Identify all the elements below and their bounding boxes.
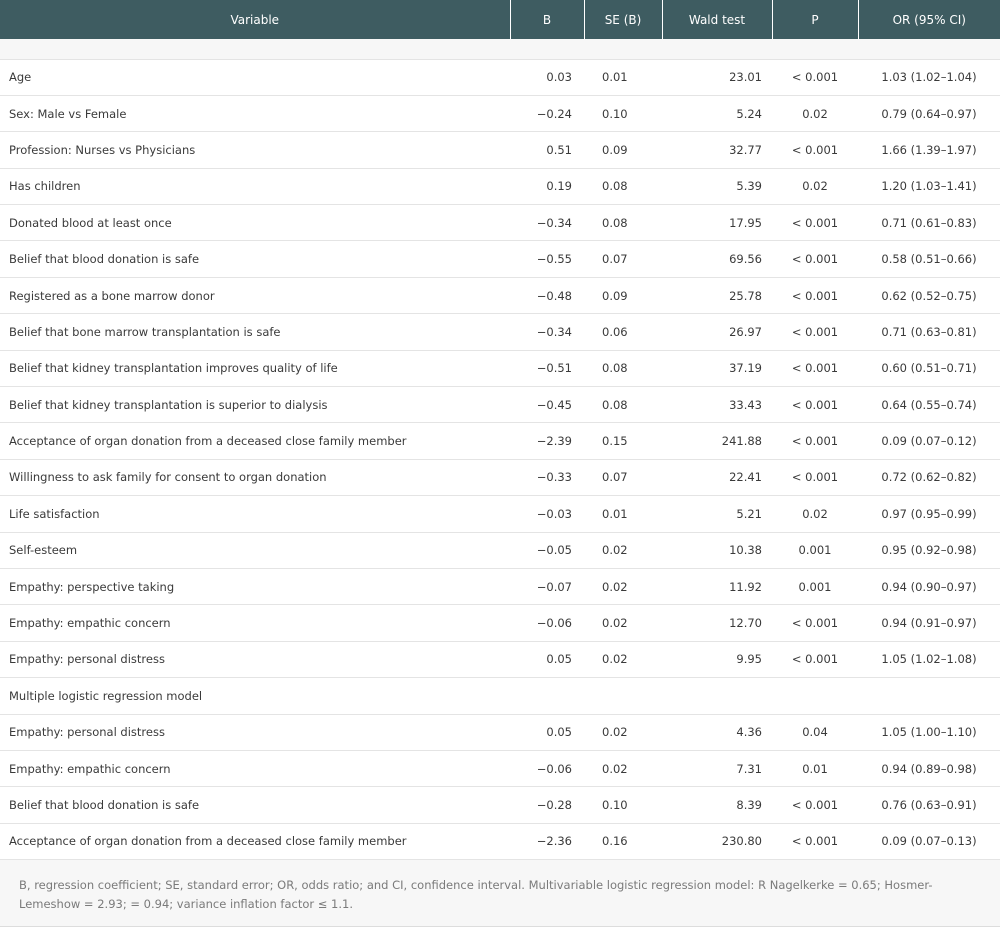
- cell-or: 0.71 (0.63–0.81): [881, 324, 977, 339]
- cell-b: −0.07: [536, 579, 572, 594]
- table-row: [0, 132, 1000, 168]
- cell-variable: Self-esteem: [9, 543, 78, 558]
- cell-variable: Has children: [9, 179, 81, 194]
- cell-variable: Belief that blood donation is safe: [9, 252, 200, 267]
- table-row: [0, 423, 1000, 459]
- cell-or: 0.97 (0.95–0.99): [881, 506, 977, 521]
- cell-or: 0.09 (0.07–0.12): [881, 434, 977, 449]
- table-row: [0, 750, 1000, 786]
- cell-variable: Empathy: personal distress: [9, 652, 165, 667]
- cell-variable: Belief that bone marrow transplantation is safe: [9, 324, 281, 339]
- cell-se: 0.08: [602, 215, 628, 230]
- cell-b: −0.51: [536, 361, 572, 376]
- table-row: [0, 641, 1000, 677]
- cell-variable: Empathy: perspective taking: [9, 579, 175, 594]
- cell-wald: 230.80: [721, 834, 762, 849]
- cell-or: 0.95 (0.92–0.98): [881, 543, 977, 558]
- cell-b: −2.39: [536, 434, 572, 449]
- cell-p: < 0.001: [791, 361, 839, 376]
- cell-p: 0.02: [802, 506, 828, 521]
- cell-p: 0.01: [802, 761, 828, 776]
- cell-b: −0.48: [536, 288, 572, 303]
- cell-or: 1.20 (1.03–1.41): [881, 179, 977, 194]
- cell-wald: 26.97: [729, 324, 762, 339]
- table-row: [0, 241, 1000, 277]
- table-row: [0, 168, 1000, 204]
- cell-wald: 33.43: [729, 397, 762, 412]
- cell-or: 1.05 (1.00–1.10): [881, 725, 977, 740]
- cell-b: −0.06: [536, 761, 572, 776]
- cell-or: 0.72 (0.62–0.82): [881, 470, 977, 485]
- cell-se: 0.08: [602, 397, 628, 412]
- cell-variable: Acceptance of organ donation from a deceased close family member: [9, 434, 407, 449]
- cell-b: 0.03: [546, 70, 572, 85]
- cell-p: < 0.001: [791, 288, 839, 303]
- cell-or: 1.03 (1.02–1.04): [881, 70, 977, 85]
- cell-wald: 69.56: [729, 252, 762, 267]
- cell-p: 0.001: [798, 579, 832, 594]
- cell-b: 0.19: [546, 179, 572, 194]
- cell-wald: 5.24: [736, 106, 762, 121]
- table-row: [0, 605, 1000, 641]
- cell-wald: 17.95: [729, 215, 762, 230]
- cell-variable: Profession: Nurses vs Physicians: [9, 142, 196, 157]
- cell-p: < 0.001: [791, 397, 839, 412]
- cell-wald: 8.39: [736, 798, 762, 812]
- cell-b: −0.24: [536, 106, 572, 121]
- cell-or: 0.64 (0.55–0.74): [881, 397, 977, 412]
- section-row: [0, 678, 1000, 714]
- cell-or: 1.05 (1.02–1.08): [881, 652, 977, 667]
- cell-variable: Life satisfaction: [9, 506, 100, 521]
- table-row: [0, 496, 1000, 532]
- cell-wald: 4.36: [736, 725, 762, 740]
- cell-variable: Registered as a bone marrow donor: [9, 288, 215, 303]
- cell-wald: 5.39: [736, 179, 762, 194]
- cell-p: < 0.001: [791, 470, 839, 485]
- table-row: [0, 787, 1000, 823]
- cell-variable: Empathy: empathic concern: [9, 616, 171, 631]
- table-row: [0, 314, 1000, 350]
- table-row: [0, 714, 1000, 750]
- cell-variable: Donated blood at least once: [9, 215, 172, 230]
- cell-p: < 0.001: [791, 215, 839, 230]
- cell-se: 0.15: [602, 434, 628, 449]
- cell-p: < 0.001: [791, 834, 839, 849]
- cell-p: < 0.001: [791, 616, 839, 631]
- cell-p: < 0.001: [791, 652, 839, 667]
- cell-se: 0.02: [602, 543, 628, 558]
- cell-or: 0.60 (0.51–0.71): [881, 361, 977, 376]
- cell-b: −0.55: [536, 252, 572, 267]
- cell-p: 0.04: [802, 725, 828, 740]
- table-body: [0, 39, 1000, 860]
- cell-or: 0.71 (0.61–0.83): [881, 215, 977, 230]
- cell-se: 0.09: [602, 288, 628, 303]
- section-label: Multiple logistic regression model: [9, 688, 203, 703]
- cell-wald: 5.21: [736, 506, 762, 521]
- cell-se: 0.09: [602, 142, 628, 157]
- table-footnote: [0, 860, 1000, 927]
- cell-variable: Belief that kidney transplantation is superior to dialysis: [9, 397, 328, 412]
- cell-b: −0.28: [536, 798, 572, 812]
- cell-variable: Empathy: personal distress: [9, 725, 165, 740]
- cell-se: 0.02: [602, 725, 628, 740]
- table-row: [0, 459, 1000, 495]
- cell-or: 0.76 (0.63–0.91): [881, 798, 977, 812]
- cell-se: 0.01: [602, 506, 628, 521]
- cell-variable: Empathy: empathic concern: [9, 761, 171, 776]
- header-se: SE (B): [584, 0, 662, 39]
- cell-se: 0.07: [602, 470, 628, 485]
- cell-or: 1.66 (1.39–1.97): [881, 142, 977, 157]
- cell-wald: 10.38: [729, 543, 762, 558]
- cell-or: 0.09 (0.07–0.13): [881, 834, 977, 849]
- cell-wald: 12.70: [729, 616, 762, 631]
- cell-or: 0.62 (0.52–0.75): [881, 288, 977, 303]
- cell-se: 0.10: [602, 798, 628, 812]
- cell-wald: 32.77: [729, 142, 762, 157]
- table-row: [0, 350, 1000, 386]
- cell-b: −0.45: [536, 397, 572, 412]
- cell-se: 0.02: [602, 761, 628, 776]
- header-b: B: [510, 0, 584, 39]
- cell-b: 0.05: [546, 652, 572, 667]
- cell-p: < 0.001: [791, 252, 839, 267]
- cell-se: 0.10: [602, 106, 628, 121]
- cell-p: < 0.001: [791, 142, 839, 157]
- cell-wald: 241.88: [721, 434, 762, 449]
- cell-wald: 22.41: [729, 470, 762, 485]
- cell-wald: 37.19: [729, 361, 762, 376]
- table-row: [0, 95, 1000, 131]
- footnote-text: B, regression coefficient; SE, standard error; OR, odds ratio; and CI, confidence interval. Multivariable logistic regression model: R Nagelkerke = 0.65; Hosmer-Lemeshow = 2.93; = 0.94; variance inflation factor ≤ 1.1.: [19, 878, 933, 911]
- cell-b: 0.05: [546, 725, 572, 740]
- cell-wald: 7.31: [736, 761, 762, 776]
- table-row: [0, 387, 1000, 423]
- cell-se: 0.08: [602, 179, 628, 194]
- cell-p: 0.02: [802, 106, 828, 121]
- table-row: [0, 277, 1000, 313]
- table-row: [0, 532, 1000, 568]
- cell-b: −2.36: [536, 834, 572, 849]
- cell-variable: Age: [9, 70, 32, 85]
- cell-se: 0.02: [602, 579, 628, 594]
- cell-b: −0.05: [536, 543, 572, 558]
- cell-variable: Sex: Male vs Female: [9, 106, 127, 121]
- table-row: [0, 59, 1000, 95]
- header-row: [0, 0, 1000, 39]
- cell-or: 0.58 (0.51–0.66): [881, 252, 977, 267]
- cell-p: < 0.001: [791, 434, 839, 449]
- cell-se: 0.06: [602, 324, 628, 339]
- cell-b: 0.51: [546, 142, 572, 157]
- cell-se: 0.16: [602, 834, 628, 849]
- header-or: OR (95% CI): [858, 0, 1000, 39]
- cell-wald: 9.95: [736, 652, 762, 667]
- cell-variable: Acceptance of organ donation from a deceased close family member: [9, 834, 407, 849]
- table-header: [0, 0, 1000, 39]
- cell-se: 0.01: [602, 70, 628, 85]
- cell-variable: Belief that kidney transplantation improves quality of life: [9, 361, 338, 376]
- cell-se: 0.08: [602, 361, 628, 376]
- cell-variable: Willingness to ask family for consent to organ donation: [9, 470, 327, 485]
- cell-wald: 25.78: [729, 288, 762, 303]
- cell-b: −0.03: [536, 506, 572, 521]
- cell-p: 0.02: [802, 179, 828, 194]
- cell-b: −0.33: [536, 470, 572, 485]
- cell-or: 0.94 (0.90–0.97): [881, 579, 977, 594]
- header-p: P: [772, 0, 858, 39]
- cell-p: < 0.001: [791, 324, 839, 339]
- cell-p: < 0.001: [791, 798, 839, 812]
- table-row: [0, 823, 1000, 859]
- cell-wald: 23.01: [729, 70, 762, 85]
- cell-or: 0.94 (0.89–0.98): [881, 761, 977, 776]
- cell-b: −0.34: [536, 215, 572, 230]
- cell-b: −0.34: [536, 324, 572, 339]
- cell-p: < 0.001: [791, 70, 839, 85]
- table-row: [0, 568, 1000, 604]
- cell-se: 0.07: [602, 252, 628, 267]
- spacer-row: [0, 39, 1000, 59]
- header-variable: Variable: [230, 12, 280, 27]
- cell-p: 0.001: [798, 543, 832, 558]
- header-wald: Wald test: [662, 0, 772, 39]
- cell-se: 0.02: [602, 616, 628, 631]
- cell-or: 0.79 (0.64–0.97): [881, 106, 977, 121]
- cell-variable: Belief that blood donation is safe: [9, 798, 200, 812]
- table-row: [0, 205, 1000, 241]
- cell-b: −0.06: [536, 616, 572, 631]
- cell-se: 0.02: [602, 652, 628, 667]
- cell-wald: 11.92: [729, 579, 762, 594]
- cell-or: 0.94 (0.91–0.97): [881, 616, 977, 631]
